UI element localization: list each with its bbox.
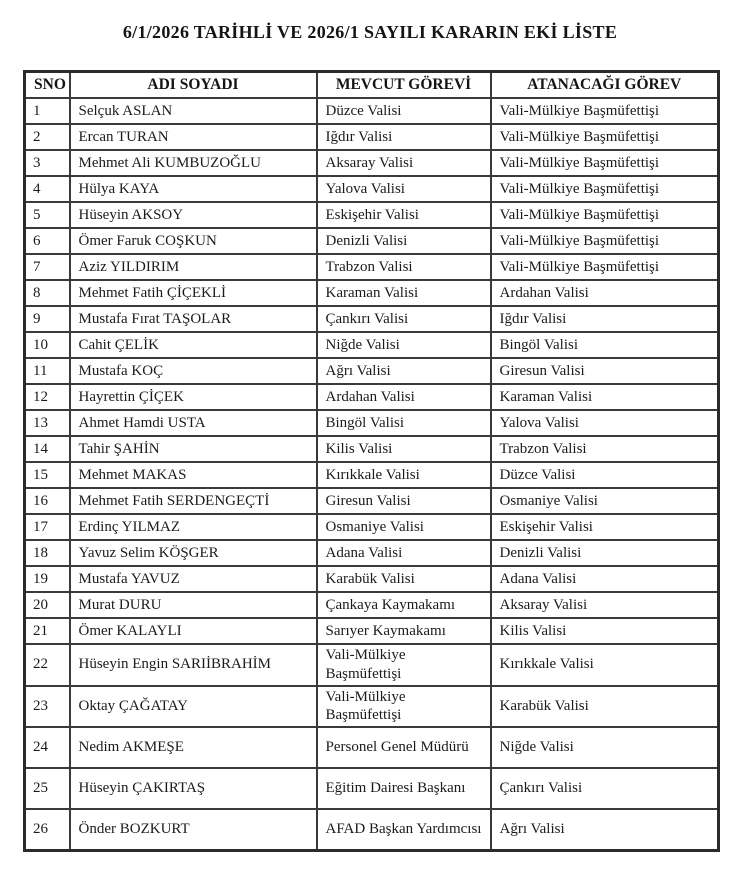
row-name: Hayrettin ÇİÇEK: [70, 384, 317, 410]
row-name: Mehmet MAKAS: [70, 462, 317, 488]
column-header-sno: SNO: [25, 72, 70, 99]
table-row: [25, 566, 719, 592]
appointments-table: [23, 70, 720, 852]
row-current-duty: Eğitim Dairesi Başkanı: [317, 768, 491, 809]
table-row: [25, 436, 719, 462]
row-current-duty: Karaman Valisi: [317, 280, 491, 306]
row-sno: 14: [25, 436, 70, 462]
row-current-duty: Kırıkkale Valisi: [317, 462, 491, 488]
row-name: Mustafa Fırat TAŞOLAR: [70, 306, 317, 332]
table-row: [25, 228, 719, 254]
row-assigned-duty: Denizli Valisi: [491, 540, 719, 566]
row-name: Oktay ÇAĞATAY: [70, 686, 317, 728]
row-assigned-duty: Vali-Mülkiye Başmüfettişi: [491, 98, 719, 124]
row-sno: 24: [25, 727, 70, 768]
row-assigned-duty: Aksaray Valisi: [491, 592, 719, 618]
row-assigned-duty: Vali-Mülkiye Başmüfettişi: [491, 150, 719, 176]
row-assigned-duty: Ağrı Valisi: [491, 809, 719, 850]
table-row: [25, 332, 719, 358]
table-row: [25, 618, 719, 644]
row-name: Ömer KALAYLI: [70, 618, 317, 644]
row-name: Mehmet Ali KUMBUZOĞLU: [70, 150, 317, 176]
row-name: Selçuk ASLAN: [70, 98, 317, 124]
row-sno: 4: [25, 176, 70, 202]
row-sno: 13: [25, 410, 70, 436]
row-sno: 5: [25, 202, 70, 228]
page-title: 6/1/2026 TARİHLİ VE 2026/1 SAYILI KARARIN EKİ LİSTE: [122, 22, 618, 42]
row-sno: 19: [25, 566, 70, 592]
row-current-duty: Niğde Valisi: [317, 332, 491, 358]
row-current-duty: Trabzon Valisi: [317, 254, 491, 280]
table-row: [25, 150, 719, 176]
row-assigned-duty: Kilis Valisi: [491, 618, 719, 644]
table-row: [25, 410, 719, 436]
row-current-duty: Denizli Valisi: [317, 228, 491, 254]
row-current-duty: AFAD Başkan Yardımcısı: [317, 809, 491, 850]
column-header-current-duty: MEVCUT GÖREVİ: [317, 72, 491, 99]
row-sno: 25: [25, 768, 70, 809]
column-header-name: ADI SOYADI: [70, 72, 317, 99]
row-sno: 7: [25, 254, 70, 280]
row-assigned-duty: Vali-Mülkiye Başmüfettişi: [491, 176, 719, 202]
row-name: Ahmet Hamdi USTA: [70, 410, 317, 436]
row-current-duty: Çankaya Kaymakamı: [317, 592, 491, 618]
row-assigned-duty: Ardahan Valisi: [491, 280, 719, 306]
row-sno: 22: [25, 644, 70, 686]
row-assigned-duty: Bingöl Valisi: [491, 332, 719, 358]
table-row: [25, 809, 719, 850]
table-row: [25, 592, 719, 618]
row-assigned-duty: Karabük Valisi: [491, 686, 719, 728]
row-current-duty: Giresun Valisi: [317, 488, 491, 514]
row-assigned-duty: Vali-Mülkiye Başmüfettişi: [491, 202, 719, 228]
row-name: Mustafa YAVUZ: [70, 566, 317, 592]
row-sno: 9: [25, 306, 70, 332]
row-assigned-duty: Trabzon Valisi: [491, 436, 719, 462]
table-row: [25, 384, 719, 410]
table-row: [25, 686, 719, 728]
row-current-duty: Bingöl Valisi: [317, 410, 491, 436]
row-current-duty: Vali-Mülkiye Başmüfettişi: [317, 686, 491, 728]
row-sno: 2: [25, 124, 70, 150]
row-current-duty: Yalova Valisi: [317, 176, 491, 202]
row-assigned-duty: Vali-Mülkiye Başmüfettişi: [491, 228, 719, 254]
table-row: [25, 540, 719, 566]
row-current-duty: Adana Valisi: [317, 540, 491, 566]
row-assigned-duty: Çankırı Valisi: [491, 768, 719, 809]
column-header-assigned-duty: ATANACAĞI GÖREV: [491, 72, 719, 99]
table-row: [25, 514, 719, 540]
row-name: Aziz YILDIRIM: [70, 254, 317, 280]
row-name: Mustafa KOÇ: [70, 358, 317, 384]
table-row: [25, 358, 719, 384]
row-assigned-duty: Düzce Valisi: [491, 462, 719, 488]
table-header: [25, 72, 719, 99]
row-name: Cahit ÇELİK: [70, 332, 317, 358]
table-row: [25, 488, 719, 514]
row-name: Erdinç YILMAZ: [70, 514, 317, 540]
row-name: Ercan TURAN: [70, 124, 317, 150]
row-assigned-duty: Osmaniye Valisi: [491, 488, 719, 514]
row-name: Hüseyin ÇAKIRTAŞ: [70, 768, 317, 809]
row-sno: 8: [25, 280, 70, 306]
row-sno: 18: [25, 540, 70, 566]
table-row: [25, 727, 719, 768]
table-row: [25, 280, 719, 306]
row-sno: 6: [25, 228, 70, 254]
row-name: Murat DURU: [70, 592, 317, 618]
row-name: Mehmet Fatih ÇİÇEKLİ: [70, 280, 317, 306]
row-name: Yavuz Selim KÖŞGER: [70, 540, 317, 566]
row-name: Nedim AKMEŞE: [70, 727, 317, 768]
table-row: [25, 462, 719, 488]
row-assigned-duty: Karaman Valisi: [491, 384, 719, 410]
row-assigned-duty: Adana Valisi: [491, 566, 719, 592]
row-current-duty: Ardahan Valisi: [317, 384, 491, 410]
row-assigned-duty: Kırıkkale Valisi: [491, 644, 719, 686]
row-sno: 16: [25, 488, 70, 514]
row-name: Ömer Faruk COŞKUN: [70, 228, 317, 254]
row-assigned-duty: Iğdır Valisi: [491, 306, 719, 332]
row-assigned-duty: Vali-Mülkiye Başmüfettişi: [491, 254, 719, 280]
row-assigned-duty: Vali-Mülkiye Başmüfettişi: [491, 124, 719, 150]
row-current-duty: Çankırı Valisi: [317, 306, 491, 332]
table-row: [25, 254, 719, 280]
row-current-duty: Aksaray Valisi: [317, 150, 491, 176]
row-current-duty: Karabük Valisi: [317, 566, 491, 592]
row-sno: 17: [25, 514, 70, 540]
row-sno: 1: [25, 98, 70, 124]
row-sno: 21: [25, 618, 70, 644]
row-current-duty: Sarıyer Kaymakamı: [317, 618, 491, 644]
table-row: [25, 98, 719, 124]
row-current-duty: Iğdır Valisi: [317, 124, 491, 150]
table-row: [25, 124, 719, 150]
row-assigned-duty: Giresun Valisi: [491, 358, 719, 384]
table-row: [25, 768, 719, 809]
row-name: Hülya KAYA: [70, 176, 317, 202]
row-assigned-duty: Niğde Valisi: [491, 727, 719, 768]
row-current-duty: Düzce Valisi: [317, 98, 491, 124]
row-assigned-duty: Eskişehir Valisi: [491, 514, 719, 540]
row-sno: 3: [25, 150, 70, 176]
table-row: [25, 306, 719, 332]
row-current-duty: Vali-Mülkiye Başmüfettişi: [317, 644, 491, 686]
row-name: Tahir ŞAHİN: [70, 436, 317, 462]
row-name: Mehmet Fatih SERDENGEÇTİ: [70, 488, 317, 514]
row-sno: 11: [25, 358, 70, 384]
row-assigned-duty: Yalova Valisi: [491, 410, 719, 436]
table-body: [25, 98, 719, 850]
row-sno: 10: [25, 332, 70, 358]
table-row: [25, 644, 719, 686]
row-name: Önder BOZKURT: [70, 809, 317, 850]
row-current-duty: Ağrı Valisi: [317, 358, 491, 384]
row-current-duty: Personel Genel Müdürü: [317, 727, 491, 768]
table-row: [25, 176, 719, 202]
row-current-duty: Eskişehir Valisi: [317, 202, 491, 228]
row-sno: 23: [25, 686, 70, 728]
row-sno: 20: [25, 592, 70, 618]
row-name: Hüseyin Engin SARIİBRAHİM: [70, 644, 317, 686]
row-current-duty: Osmaniye Valisi: [317, 514, 491, 540]
row-current-duty: Kilis Valisi: [317, 436, 491, 462]
table-header-row: [25, 72, 719, 99]
row-sno: 15: [25, 462, 70, 488]
table-row: [25, 202, 719, 228]
row-sno: 26: [25, 809, 70, 850]
row-sno: 12: [25, 384, 70, 410]
row-name: Hüseyin AKSOY: [70, 202, 317, 228]
